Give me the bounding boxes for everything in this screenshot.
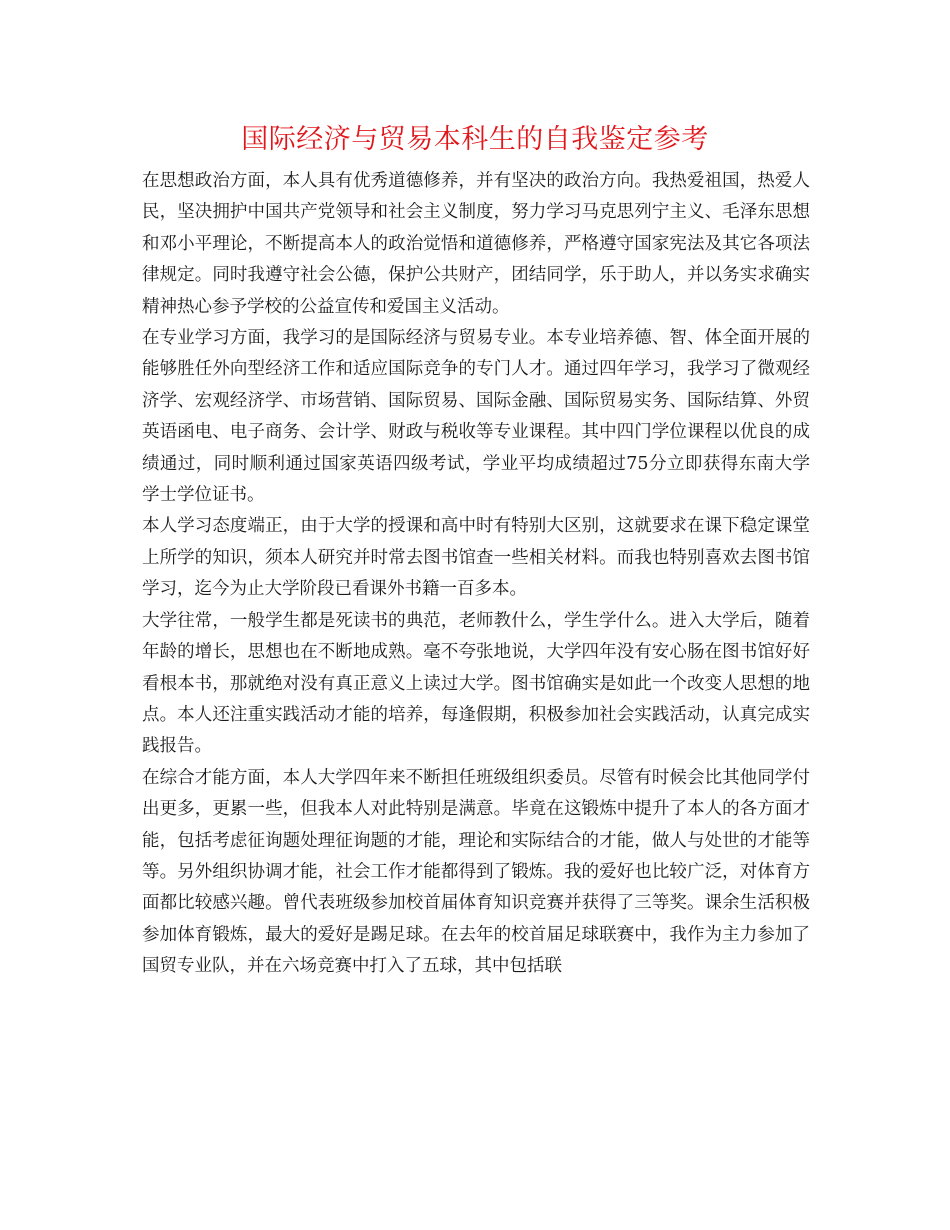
document-body	[142, 166, 810, 983]
document-title: 国际经济与贸易本科生的自我鉴定参考	[241, 124, 709, 155]
paragraph-study-attitude: 本人学习态度端正，由于大学的授课和高中时有特别大区别，这就要求在课下稳定课堂上所学的知识，须本人研究并时常去图书馆查一些相关材料。而我也特别喜欢去图书馆学习，迄今为止大学阶段已看课外书籍一百多本。	[142, 516, 810, 600]
paragraph-university-life: 大学往常，一般学生都是死读书的典范，老师教什么，学生学什么。进入大学后，随着年龄的增长，思想也在不断地成熟。毫不夸张地说，大学四年没有安心肠在图书馆好好看根本书，那就绝对没有真正意义上读过大学。图书馆确实是如此一个改变人思想的地点。本人还注重实践活动才能的培养，每逢假期，积极参加社会实践活动，认真完成实践报告。	[142, 610, 810, 757]
paragraph-political: 在思想政治方面，本人具有优秀道德修养，并有坚决的政治方向。我热爱祖国，热爱人民，坚决拥护中国共产党领导和社会主义制度，努力学习马克思列宁主义、毛泽东思想和邓小平理论，不断提高本人的政治觉悟和道德修养，严格遵守国家宪法及其它各项法律规定。同时我遵守社会公德，保护公共财产，团结同学，乐于助人，并以务实求确实精神热心参予学校的公益宣传和爱国主义活动。	[142, 171, 810, 317]
paragraph-comprehensive-ability: 在综合才能方面，本人大学四年来不断担任班级组织委员。尽管有时候会比其他同学付出更多，更累一些，但我本人对此特别是满意。毕竟在这锻炼中提升了本人的各方面才能，包括考虑征询题处理征询题的才能，理论和实际结合的才能，做人与处世的才能等等。另外组织协调才能，社会工作才能都得到了锻炼。我的爱好也比较广泛，对体育方面都比较感兴趣。曾代表班级参加校首届体育知识竞赛并获得了三等奖。课余生活积极参加体育锻炼，最大的爱好是踢足球。在去年的校首届足球联赛中，我作为主力参加了国贸专业队，并在六场竞赛中打入了五球，其中包括联	[142, 767, 810, 977]
paragraph-professional-study: 在专业学习方面，我学习的是国际经济与贸易专业。本专业培养德、智、体全面开展的能够胜任外向型经济工作和适应国际竞争的专门人才。通过四年学习，我学习了微观经济学、宏观经济学、市场营销、国际贸易、国际金融、国际贸易实务、国际结算、外贸英语函电、电子商务、会计学、财政与税收等专业课程。其中四门学位课程以优良的成绩通过，同时顺利通过国家英语四级考试，学业平均成绩超过75分立即获得东南大学学士学位证书。	[142, 328, 810, 506]
